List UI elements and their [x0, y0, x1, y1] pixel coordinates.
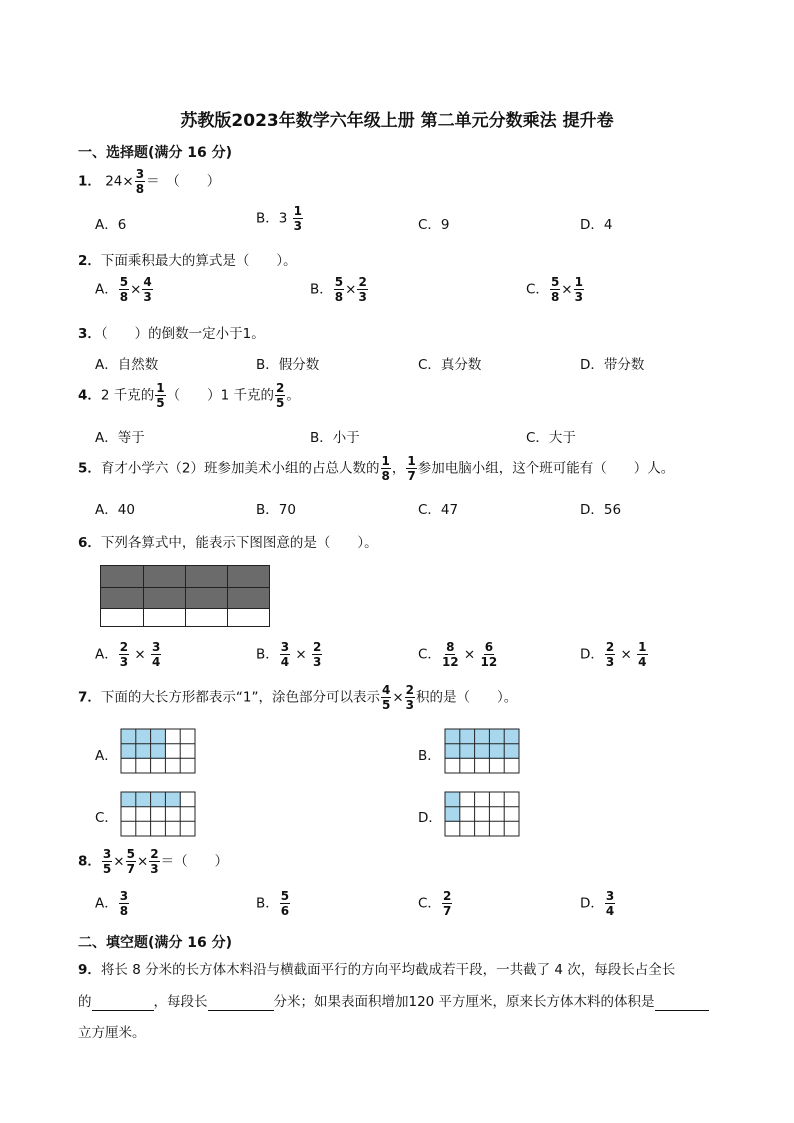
option-a[interactable]: A．自然数	[95, 357, 159, 373]
fraction-numerator: 3	[119, 889, 129, 903]
option-label: B．	[256, 646, 279, 663]
fraction	[280, 641, 290, 668]
fraction	[119, 276, 129, 303]
fraction	[637, 641, 647, 668]
question-text: 。	[286, 387, 300, 404]
fraction-diagram	[100, 565, 270, 627]
fraction-denominator: 4	[280, 655, 290, 669]
fraction-denominator: 8	[119, 904, 129, 918]
fraction	[605, 641, 615, 668]
question-text: 的	[78, 994, 92, 1010]
option-c[interactable]: C．47	[418, 502, 459, 518]
option-a[interactable]: A．等于	[95, 430, 145, 446]
question-number: 8．	[78, 853, 101, 870]
fraction-numerator: 5	[280, 889, 290, 903]
fraction-numerator: 1	[156, 381, 165, 395]
option-b[interactable]: B． $\frac{5}{8}$ × $\frac{2}{3}$	[310, 275, 367, 304]
answer-blank-2[interactable]	[208, 994, 274, 1011]
fraction	[357, 276, 367, 303]
fraction	[102, 848, 112, 875]
option-label: A．	[95, 281, 118, 298]
fraction-numerator: 5	[119, 275, 129, 289]
grid-diagram-c	[120, 791, 196, 837]
question-text: 积的是（ ）。	[416, 689, 518, 706]
fraction-numerator: 2	[276, 381, 285, 395]
question-text: ，每段长	[153, 994, 208, 1010]
fraction-denominator: 3	[605, 655, 615, 669]
answer-blank-1[interactable]	[92, 994, 154, 1011]
option-a[interactable]: A． $\frac{2}{3}$ × $\frac{3}{4}$	[95, 640, 161, 669]
question-number: 2．	[78, 253, 101, 269]
fraction-denominator: 8	[119, 290, 129, 304]
fraction-numerator: 1	[407, 454, 416, 468]
option-a[interactable]: A．	[95, 748, 118, 764]
fraction-numerator: 3	[605, 889, 615, 903]
fraction-denominator: 7	[126, 862, 135, 876]
fraction-numerator: 3	[135, 167, 145, 181]
fraction	[550, 276, 560, 303]
fraction-numerator: 3	[102, 847, 112, 861]
option-c[interactable]: C． $\frac{8}{12}$ × $\frac{6}{12}$	[418, 640, 498, 669]
fraction-denominator: 3	[293, 219, 303, 233]
fraction-numerator: 3	[152, 640, 161, 654]
option-d[interactable]: D． $\frac{2}{3}$ × $\frac{1}{4}$	[580, 640, 647, 669]
section-heading-fill: 二、填空题(满分 16 分)	[78, 935, 233, 951]
fraction	[605, 890, 615, 917]
option-d[interactable]: D．4	[580, 217, 613, 233]
fraction-denominator: 5	[156, 396, 165, 410]
fraction	[334, 276, 344, 303]
question-5	[78, 455, 674, 482]
fraction	[275, 382, 285, 409]
fraction	[406, 455, 416, 482]
fraction-numerator: 1	[381, 454, 390, 468]
fraction-numerator: 8	[446, 640, 455, 654]
fraction-denominator: 3	[143, 290, 152, 304]
fraction-denominator: 3	[119, 655, 129, 669]
fraction-denominator: 8	[334, 290, 344, 304]
option-a[interactable]	[95, 890, 130, 917]
question-4	[78, 382, 300, 409]
fraction-numerator: 2	[358, 275, 367, 289]
operand: 24	[105, 173, 123, 190]
option-c[interactable]	[418, 890, 453, 917]
answer-blank: ＝（ ）	[160, 853, 229, 870]
fraction	[293, 205, 303, 232]
answer-blank: ＝ （ ）	[146, 173, 221, 190]
fraction-denominator: 3	[150, 862, 159, 876]
option-label: D．	[580, 895, 604, 912]
option-label: A．	[95, 895, 118, 912]
option-c[interactable]: C．9	[418, 217, 450, 233]
grid-diagram-b	[444, 728, 520, 774]
question-number: 6．	[78, 535, 101, 551]
fraction-numerator: 3	[280, 640, 290, 654]
question-text: ，	[391, 460, 406, 477]
fraction	[574, 276, 584, 303]
question-3	[78, 322, 265, 342]
grid-line	[185, 566, 186, 626]
fraction-denominator: 8	[550, 290, 560, 304]
question-text: （ ）的倒数一定小于1。	[100, 326, 265, 342]
fraction	[155, 382, 165, 409]
fraction	[151, 641, 161, 668]
question-number: 7．	[78, 689, 101, 706]
option-b[interactable]	[256, 205, 304, 232]
fraction-numerator: 5	[126, 847, 135, 861]
fraction-numerator: 2	[405, 683, 415, 697]
fraction	[119, 641, 129, 668]
fraction-denominator: 3	[574, 290, 583, 304]
question-text: 育才小学六（2）班参加美术小组的占总人数的	[100, 460, 380, 477]
option-b[interactable]	[256, 890, 291, 917]
option-a[interactable]: A． $\frac{5}{8}$ × $\frac{4}{3}$	[95, 275, 152, 304]
fraction-denominator: 8	[135, 182, 145, 196]
question-text: （ ）1 千克的	[166, 387, 275, 404]
question-number: 5．	[78, 460, 101, 477]
fraction-numerator: 2	[150, 847, 159, 861]
grid-line	[143, 566, 144, 626]
question-number: 3．	[78, 326, 101, 342]
fraction	[381, 455, 391, 482]
option-b[interactable]: B．70	[256, 502, 296, 518]
question-9-line-3: 立方厘米。	[78, 1025, 146, 1041]
fraction-denominator: 3	[405, 698, 415, 712]
option-label: A．	[95, 646, 118, 663]
fraction-numerator: 4	[143, 275, 152, 289]
option-c[interactable]: C．	[95, 810, 118, 826]
fraction-numerator: 2	[119, 640, 129, 654]
fraction-numerator: 5	[550, 275, 560, 289]
question-text: 将长 8 分米的长方体木料沿与横截面平行的方向平均截成若干段，一共截了 4 次，每段长占全长	[100, 962, 676, 978]
option-label: B．	[310, 281, 333, 298]
fraction-denominator: 12	[480, 655, 498, 669]
option-d[interactable]: D．带分数	[580, 357, 645, 373]
question-text: 参加电脑小组，这个班可能有（ ）人。	[417, 460, 675, 477]
question-text: 下列各算式中，能表示下图图意的是（ ）。	[100, 535, 378, 551]
question-text: 2 千克的	[100, 387, 155, 404]
option-b[interactable]: B．假分数	[256, 357, 320, 373]
question-6	[78, 531, 378, 551]
option-label: D．	[580, 646, 604, 663]
question-8: 8． $\frac{3}{5}$ × $\frac{5}{7}$ × $\frac{2}{3}$ ＝（ ）	[78, 847, 229, 876]
question-text: 下面的大长方形都表示“1”，涂色部分可以表示	[100, 689, 380, 706]
times-sign: ×	[122, 173, 134, 190]
fraction-denominator: 4	[638, 655, 647, 669]
fraction	[312, 641, 322, 668]
fraction	[142, 276, 152, 303]
option-c[interactable]: C．真分数	[418, 357, 482, 373]
fraction-denominator: 7	[442, 904, 452, 918]
fraction-numerator: 1	[293, 204, 303, 218]
fraction-numerator: 2	[442, 889, 452, 903]
option-b[interactable]: B．	[418, 748, 441, 764]
fraction	[135, 168, 145, 195]
fraction-denominator: 3	[313, 655, 322, 669]
option-label: C．	[418, 895, 441, 912]
fraction-denominator: 12	[441, 655, 459, 669]
option-d[interactable]	[580, 890, 616, 917]
grid-diagram-d	[444, 791, 520, 837]
fraction-numerator: 6	[484, 640, 494, 654]
fraction-numerator: 2	[605, 640, 615, 654]
option-c[interactable]: C． $\frac{5}{8}$ × $\frac{1}{3}$	[526, 275, 583, 304]
question-number: 4．	[78, 387, 101, 404]
fraction-denominator: 7	[407, 469, 416, 483]
fraction	[280, 890, 290, 917]
fraction	[405, 684, 415, 711]
fraction-denominator: 5	[381, 698, 391, 712]
question-number: 1．	[78, 173, 101, 190]
fraction	[442, 890, 452, 917]
times-sign: ×	[392, 689, 404, 706]
fraction-numerator: 4	[381, 683, 391, 697]
question-7	[78, 684, 517, 711]
option-label: C．	[418, 646, 441, 663]
fraction-denominator: 5	[102, 862, 112, 876]
fraction-denominator: 8	[381, 469, 390, 483]
fraction	[119, 890, 129, 917]
option-b[interactable]: B．小于	[310, 430, 360, 446]
option-d[interactable]: D．	[418, 810, 442, 826]
fraction-numerator: 5	[334, 275, 344, 289]
fraction-denominator: 6	[280, 904, 290, 918]
option-a[interactable]: A．6	[95, 217, 127, 233]
question-2	[78, 249, 297, 269]
fraction	[126, 848, 136, 875]
question-1	[78, 168, 220, 195]
grid-diagram-a	[120, 728, 196, 774]
question-text: 下面乘积最大的算式是（ ）。	[100, 253, 297, 269]
fraction	[442, 641, 459, 668]
section-heading-choice: 一、选择题(满分 16 分)	[78, 145, 233, 161]
fraction-denominator: 5	[276, 396, 285, 410]
answer-blank-3[interactable]	[655, 994, 709, 1011]
grid-line	[227, 566, 228, 626]
fraction	[149, 848, 159, 875]
fraction-denominator: 4	[605, 904, 615, 918]
option-a[interactable]: A．40	[95, 502, 135, 518]
fraction-denominator: 4	[152, 655, 161, 669]
option-b[interactable]: B． $\frac{3}{4}$ × $\frac{2}{3}$	[256, 640, 322, 669]
fraction-denominator: 3	[358, 290, 367, 304]
option-d[interactable]: D．56	[580, 502, 622, 518]
option-c[interactable]: C．大于	[526, 430, 576, 446]
question-9-line-2	[78, 990, 709, 1011]
question-number: 9．	[78, 962, 101, 978]
fraction	[481, 641, 498, 668]
fraction	[381, 684, 391, 711]
option-label: B．3	[256, 210, 288, 227]
option-label: C．	[526, 281, 549, 298]
question-text: 分米；如果表面积增加120 平方厘米，原来长方体木料的体积是	[273, 994, 655, 1010]
question-9	[78, 958, 675, 978]
fraction-numerator: 2	[313, 640, 322, 654]
fraction-numerator: 1	[574, 275, 583, 289]
option-label: B．	[256, 895, 279, 912]
fraction-numerator: 1	[638, 640, 647, 654]
page-title: 苏教版2023年数学六年级上册 第二单元分数乘法 提升卷	[180, 111, 614, 131]
